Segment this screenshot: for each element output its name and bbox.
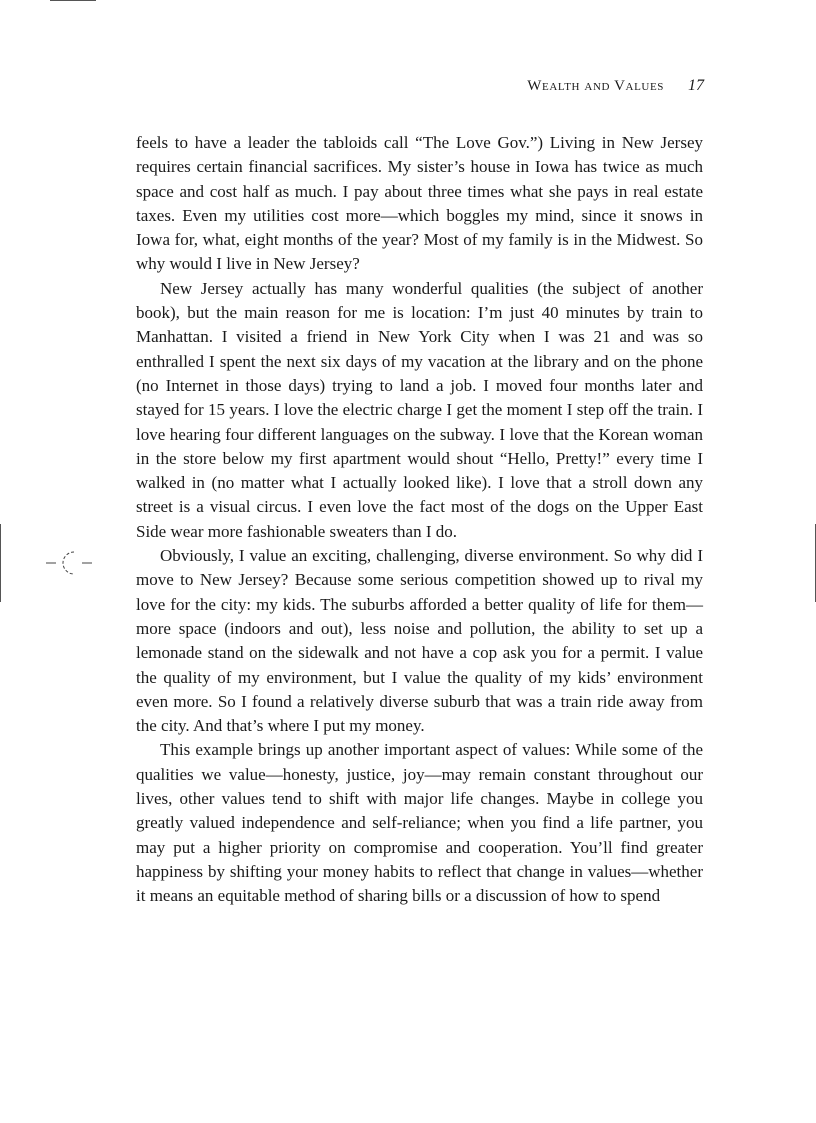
page-number: 17 — [688, 77, 704, 94]
body-text — [136, 131, 703, 909]
crop-line-left — [0, 524, 1, 602]
registration-mark-icon — [44, 548, 104, 578]
paragraph: New Jersey actually has many wonderful qualities (the subject of another book), but the main reason for me is location: I’m just 40 minutes by train to Manhattan. I visited a friend in New York City when I was 21 and was so enthralled I spent the next six days of my vacation at the library and on the phone (no Internet in those days) trying to land a job. I moved four months later and stayed for 15 years. I love the electric charge I get the moment I step off the train. I love hearing four different languages on the subway. I love that the Korean woman in the store below my first apartment would shout “Hello, Pretty!” every time I walked in (no matter what I actually looked like). I love that a stroll down any street is a visual circus. I even love the fact most of the dogs on the Upper East Side wear more fashionable sweaters than I do. — [136, 278, 703, 541]
paragraph: This example brings up another important aspect of values: While some of the qualities we value—honesty, justice, joy—may remain constant throughout our lives, other values tend to shift with major life changes. Maybe in college you greatly valued independence and self-reliance; when you find a life partner, you may put a higher priority on compromise and cooperation. You’ll find greater happiness by shifting your money habits to reflect that change in values—whether it means an equitable method of sharing bills or a discussion of how to spend — [136, 740, 703, 906]
paragraph: Obviously, I value an exciting, challenging, diverse environment. So why did I move to New Jersey? Because some serious competition showed up to rival my love for the city: my kids. The suburbs afforded a better quality of life for them—more space (indoors and out), less noise and pollution, the ability to set up a lemonade stand on the sidewalk and not have a cop ask you for a permit. I value the quality of my environment, but I value the quality of my kids’ environment even more. So I found a relatively diverse suburb that was a train ride away from the city. And that’s where I put my money. — [136, 546, 703, 736]
paragraph-continued: feels to have a leader the tabloids call “The Love Gov.”) Living in New Jersey requires certain financial sacrifices. My sister’s house in Iowa has twice as much space and cost half as much. I pay about three times what she pays in real estate taxes. Even my utilities cost more—which boggles my mind, since it snows in Iowa for, what, eight months of the year? Most of my family is in the Midwest. So why would I live in New Jersey? — [136, 133, 703, 274]
crop-line-top — [50, 0, 96, 1]
running-head — [136, 76, 704, 96]
running-head-title: Wealth and Values — [527, 78, 664, 94]
